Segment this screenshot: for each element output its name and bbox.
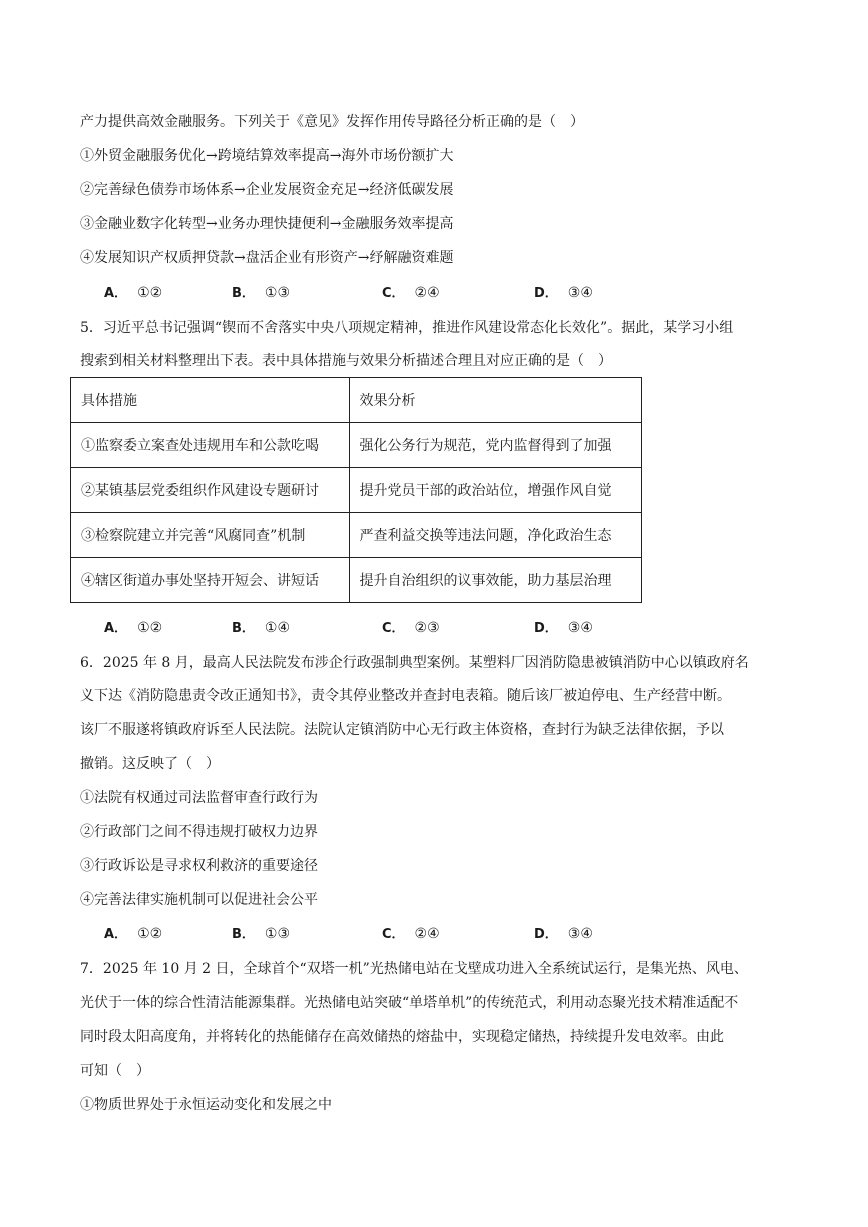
q6-item-2: ②行政部门之间不得违规打破权力边界	[80, 824, 318, 840]
option-text: ③④	[567, 926, 593, 942]
q6-item-1: ①法院有权通过司法监督审查行政行为	[80, 790, 318, 806]
option-letter: B．	[232, 927, 255, 942]
q6-option-b[interactable]	[232, 924, 290, 945]
table-cell-measure: ②某镇基层党委组织作风建设专题研讨	[71, 468, 350, 513]
table-cell-measure: ③检察院建立并完善“风腐同查”机制	[71, 513, 350, 558]
q4-option-a[interactable]	[104, 283, 162, 304]
q6-stem-line-3: 该厂不服遂将镇政府诉至人民法院。法院认定镇消防中心无行政主体资格，查封行为缺乏法律依据，予以	[80, 722, 724, 738]
option-letter: A．	[104, 621, 128, 636]
q7-stem-line-3: 同时段太阳高度角，并将转化的热能储存在高效储热的熔盐中，实现稳定储热，持续提升发电效率。由此	[80, 1029, 724, 1045]
table-cell-effect: 严查利益交换等违法问题，净化政治生态	[349, 513, 642, 558]
q4-option-c[interactable]	[382, 283, 440, 304]
table-cell-effect: 强化公务行为规范，党内监督得到了加强	[349, 423, 642, 468]
table-row	[71, 468, 642, 513]
q7-item-1: ①物质世界处于永恒运动变化和发展之中	[80, 1097, 332, 1113]
option-letter: C．	[382, 621, 405, 636]
q4-item-4: ④发展知识产权质押贷款→盘活企业有形资产→纾解融资难题	[80, 250, 454, 266]
table-row	[71, 558, 642, 603]
q5-stem-line-1: 5．习近平总书记强调“锲而不舍落实中央八项规定精神，推进作风建设常态化长效化”。据此，某学习小组	[80, 320, 734, 336]
option-text: ①②	[137, 285, 163, 301]
q4-item-1: ①外贸金融服务优化→跨境结算效率提高→海外市场份额扩大	[80, 148, 454, 164]
q7-stem-line-4: 可知（ ）	[80, 1063, 150, 1079]
q6-option-a[interactable]	[104, 924, 162, 945]
option-text: ①②	[137, 926, 163, 942]
q6-stem-line-4: 撤销。这反映了（ ）	[80, 756, 220, 772]
option-text: ①③	[264, 926, 291, 942]
table-header-row	[71, 378, 642, 423]
option-letter: D．	[534, 927, 558, 942]
q6-stem-line-2: 义下达《消防隐患责令改正通知书》，责令其停业整改并查封电表箱。随后该厂被迫停电、生产经营中断。	[80, 688, 731, 704]
table-row	[71, 423, 642, 468]
option-letter: A．	[104, 927, 128, 942]
q7-stem-line-1: 7．2025 年 10 月 2 日，全球首个“双塔一机”光热储电站在戈壁成功进入全系统试运行，是集光热、风电、	[80, 961, 748, 977]
option-text: ②④	[414, 285, 440, 301]
q4-option-b[interactable]	[232, 283, 290, 304]
q6-stem-line-1: 6．2025 年 8 月，最高人民法院发布涉企行政强制典型案例。某塑料厂因消防隐患被镇消防中心以镇政府名	[80, 655, 749, 671]
option-text: ③④	[567, 620, 593, 636]
table-row	[71, 513, 642, 558]
q6-item-3: ③行政诉讼是寻求权利救济的重要途径	[80, 858, 318, 874]
option-letter: D．	[534, 286, 558, 301]
q4-option-d[interactable]	[534, 283, 593, 304]
option-text: ①②	[137, 620, 163, 636]
q4-item-2: ②完善绿色债券市场体系→企业发展资金充足→经济低碳发展	[80, 182, 454, 198]
table-cell-effect: 提升党员干部的政治站位，增强作风自觉	[349, 468, 642, 513]
table-header-cell: 效果分析	[349, 378, 642, 423]
option-letter: A．	[104, 286, 128, 301]
option-letter: C．	[382, 286, 405, 301]
q5-measures-table	[70, 377, 642, 603]
q5-option-a[interactable]	[104, 618, 162, 639]
table-cell-measure: ①监察委立案查处违规用车和公款吃喝	[71, 423, 350, 468]
q7-stem-line-2: 光伏于一体的综合性清洁能源集群。光热储电站突破“单塔单机”的传统范式，利用动态聚光技术精准适配不	[80, 995, 739, 1011]
q5-option-d[interactable]	[534, 618, 593, 639]
option-letter: C．	[382, 927, 405, 942]
option-letter: B．	[232, 621, 255, 636]
q5-option-c[interactable]	[382, 618, 440, 639]
q4-item-3: ③金融业数字化转型→业务办理快捷便利→金融服务效率提高	[80, 216, 454, 232]
q6-item-4: ④完善法律实施机制可以促进社会公平	[80, 892, 318, 908]
option-text: ①④	[264, 620, 291, 636]
q5-stem-line-2: 搜索到相关材料整理出下表。表中具体措施与效果分析描述合理且对应正确的是（ ）	[80, 353, 612, 369]
option-text: ③④	[567, 285, 593, 301]
option-letter: D．	[534, 621, 558, 636]
option-text: ②④	[414, 926, 440, 942]
q4-stem-end: 产力提供高效金融服务。下列关于《意见》发挥作用传导路径分析正确的是（ ）	[80, 114, 584, 130]
table-cell-measure: ④辖区街道办事处坚持开短会、讲短话	[71, 558, 350, 603]
q6-option-d[interactable]	[534, 924, 593, 945]
table-header-cell: 具体措施	[71, 378, 350, 423]
option-letter: B．	[232, 286, 255, 301]
table-cell-effect: 提升自治组织的议事效能，助力基层治理	[349, 558, 642, 603]
option-text: ①③	[264, 285, 291, 301]
q6-option-c[interactable]	[382, 924, 440, 945]
q5-option-b[interactable]	[232, 618, 290, 639]
option-text: ②③	[414, 620, 440, 636]
